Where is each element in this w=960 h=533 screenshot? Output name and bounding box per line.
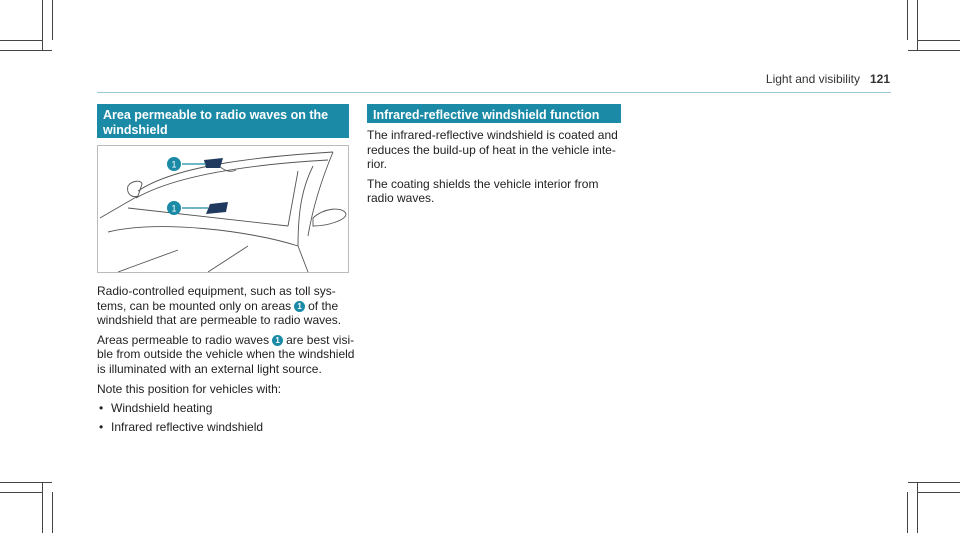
bullet-list — [97, 401, 355, 434]
crop-mark — [42, 482, 43, 533]
list-item: • Infrared reflective windshield — [97, 420, 355, 435]
callout-badge: 1 — [272, 335, 283, 346]
crop-mark — [918, 40, 960, 41]
running-header — [766, 72, 890, 86]
header-section-title: Light and visibility — [765, 72, 860, 86]
crop-mark — [0, 50, 52, 51]
crop-mark — [42, 0, 43, 50]
section-heading-infrared: Infrared-reflective windshield function — [367, 104, 621, 123]
windshield-drawing — [98, 146, 348, 272]
crop-mark — [52, 492, 53, 533]
paragraph: The infrared-reflective windshield is coated and reduces the build-up of heat in the vehicle inte-rior. — [367, 128, 618, 172]
callout-marker — [167, 157, 181, 171]
crop-mark — [52, 0, 53, 40]
left-column-body — [97, 284, 355, 438]
paragraph: The coating shields the vehicle interior from radio waves. — [367, 176, 599, 206]
crop-mark — [917, 482, 918, 533]
header-rule — [97, 92, 891, 93]
right-column-body — [367, 128, 623, 211]
paragraph-text: are best visi-ble from outside the vehicle when the windshield is illuminated with an external light source. — [97, 332, 355, 376]
paragraph-text: Areas permeable to radio waves — [97, 332, 270, 347]
crop-mark — [908, 50, 960, 51]
list-item: • Windshield heating — [97, 401, 355, 416]
paragraph-text: Radio-controlled equipment, such as toll sys-tems, can be mounted only on areas — [97, 284, 336, 313]
crop-mark — [0, 482, 52, 483]
crop-mark — [908, 482, 960, 483]
paragraph — [97, 333, 355, 377]
crop-mark — [0, 492, 42, 493]
paragraph: Note this position for vehicles with: — [97, 381, 282, 396]
crop-mark — [917, 0, 918, 50]
page-number: 121 — [869, 72, 890, 86]
svg-text:1: 1 — [171, 159, 177, 170]
paragraph-text: of the windshield that are permeable to radio waves. — [97, 298, 342, 328]
svg-text:1: 1 — [171, 203, 177, 214]
callout-badge: 1 — [294, 301, 305, 312]
crop-mark — [907, 492, 908, 533]
section-heading-radio-waves: Area permeable to radio waves on the windshield — [97, 104, 349, 138]
windshield-illustration — [97, 145, 349, 273]
paragraph — [97, 284, 355, 328]
crop-mark — [918, 492, 960, 493]
crop-mark — [907, 0, 908, 40]
callout-marker — [167, 201, 181, 215]
crop-mark — [0, 40, 42, 41]
